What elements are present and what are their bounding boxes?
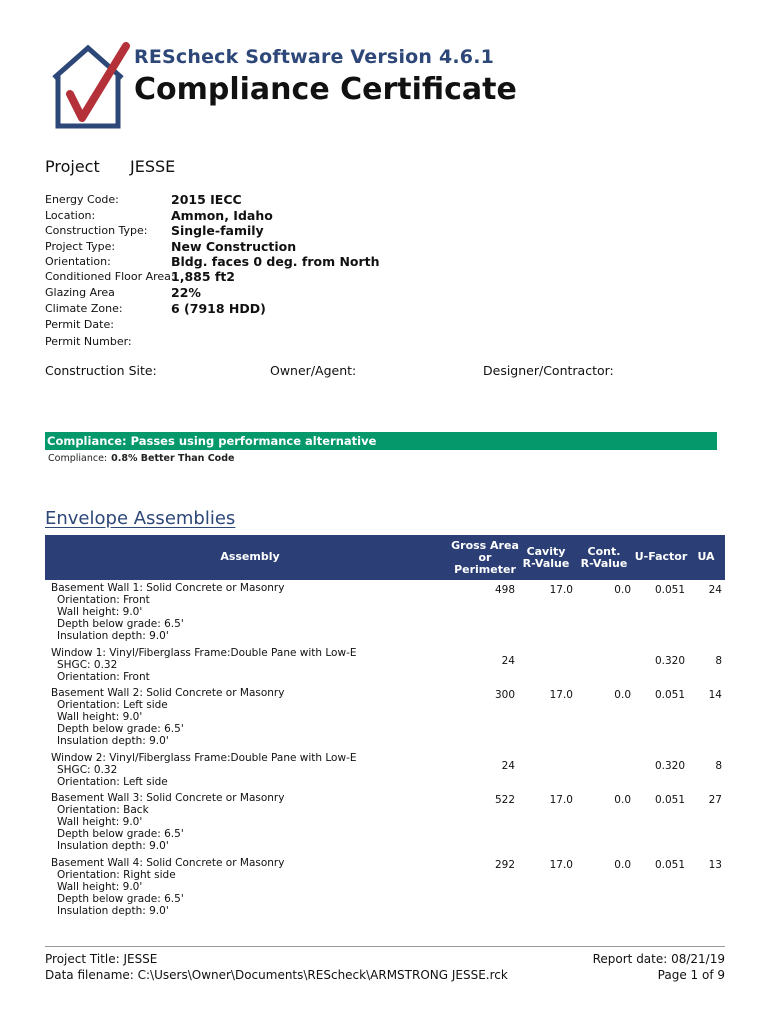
- table-row: [45, 752, 725, 793]
- project-label: Project: [45, 157, 100, 176]
- assembly-detail: Depth below grade: 6.5': [57, 723, 184, 735]
- envelope-table-header: [45, 535, 725, 580]
- cell-cavity-r: 17.0: [549, 689, 573, 701]
- software-version-title: REScheck Software Version 4.6.1: [134, 46, 495, 68]
- detail-key: Climate Zone:: [45, 302, 123, 315]
- compliance-banner: Compliance: Passes using performance alternative: [45, 432, 717, 450]
- detail-key: Location:: [45, 209, 96, 222]
- assembly-detail: Depth below grade: 6.5': [57, 828, 184, 840]
- assembly-name: Basement Wall 1: Solid Concrete or Masonry: [51, 582, 285, 594]
- assembly-name: Basement Wall 2: Solid Concrete or Masonry: [51, 687, 285, 699]
- table-row: [45, 582, 725, 647]
- rescheck-logo-icon: [48, 40, 130, 130]
- assembly-name: Window 1: Vinyl/Fiberglass Frame:Double Pane with Low-E: [51, 646, 357, 659]
- cell-u-factor: 0.320: [654, 654, 685, 667]
- assembly-detail: Insulation depth: 9.0': [57, 840, 169, 852]
- detail-value: 1,885 ft2: [171, 269, 236, 284]
- col-ua: UA: [697, 550, 715, 563]
- detail-value: Single-family: [171, 223, 264, 238]
- detail-row: [45, 286, 725, 302]
- compliance-summary: [48, 453, 234, 464]
- detail-row: [45, 255, 725, 271]
- cell-gross-area: 24: [501, 654, 515, 667]
- assembly-detail: Insulation depth: 9.0': [57, 630, 169, 642]
- compliance-value: 0.8% Better Than Code: [111, 453, 235, 464]
- table-row: [45, 792, 725, 857]
- detail-row: [45, 318, 725, 334]
- footer-data-filename: Data filename: C:\Users\Owner\Documents\REScheck\ARMSTRONG JESSE.rck: [45, 968, 508, 982]
- cell-gross-area: 522: [494, 794, 515, 806]
- cell-cavity-r: 17.0: [549, 584, 573, 596]
- cell-cont-r: 0.0: [614, 584, 631, 596]
- assembly-detail: Orientation: Left side: [57, 699, 168, 711]
- detail-row: [45, 335, 725, 351]
- table-row: [45, 647, 725, 688]
- cell-ua: 13: [708, 858, 722, 871]
- assembly-detail: Orientation: Front: [57, 594, 150, 606]
- assembly-detail: Insulation depth: 9.0': [57, 735, 169, 747]
- col-cavity-r: Cavity R-Value: [522, 545, 570, 570]
- cell-u-factor: 0.051: [654, 794, 685, 806]
- col-gross-area: Gross Area or Perimeter: [451, 539, 519, 576]
- detail-row: [45, 270, 725, 286]
- detail-key: Energy Code:: [45, 193, 119, 206]
- col-u-factor: U-Factor: [634, 550, 688, 563]
- cell-cavity-r: 17.0: [549, 794, 573, 806]
- assembly-detail: SHGC: 0.32: [57, 658, 118, 671]
- detail-row: [45, 193, 725, 209]
- detail-key: Conditioned Floor Area:: [45, 270, 175, 283]
- cell-ua: 8: [715, 654, 722, 667]
- detail-row: [45, 209, 725, 225]
- assembly-detail: Depth below grade: 6.5': [57, 618, 184, 630]
- assembly-name: Window 2: Vinyl/Fiberglass Frame:Double Pane with Low-E: [51, 751, 357, 764]
- envelope-section-title: Envelope Assemblies: [45, 508, 236, 529]
- assembly-detail: Depth below grade: 6.5': [57, 892, 184, 905]
- assembly-detail: Orientation: Back: [57, 804, 149, 816]
- cell-u-factor: 0.051: [654, 584, 685, 596]
- cell-ua: 27: [708, 794, 722, 806]
- owner-agent-label: Owner/Agent:: [270, 363, 357, 378]
- cell-cont-r: 0.0: [614, 689, 631, 701]
- footer-page-number: Page 1 of 9: [657, 968, 725, 982]
- cell-gross-area: 300: [494, 689, 515, 701]
- col-assembly: Assembly: [220, 550, 280, 563]
- detail-value: Bldg. faces 0 deg. from North: [171, 254, 380, 269]
- detail-value: 22%: [171, 285, 201, 300]
- compliance-label: Compliance:: [48, 453, 108, 464]
- cell-ua: 24: [708, 584, 722, 596]
- page-title: Compliance Certificate: [134, 72, 517, 107]
- assembly-detail: Wall height: 9.0': [57, 880, 143, 893]
- assembly-detail: Wall height: 9.0': [57, 606, 143, 618]
- detail-value: 6 (7918 HDD): [171, 301, 266, 316]
- detail-key: Project Type:: [45, 240, 116, 253]
- footer-project-title: Project Title: JESSE: [45, 952, 158, 966]
- detail-value: 2015 IECC: [171, 192, 242, 207]
- detail-key: Permit Date:: [45, 318, 114, 331]
- cell-u-factor: 0.051: [654, 689, 685, 701]
- cell-gross-area: 498: [494, 584, 515, 596]
- assembly-detail: Insulation depth: 9.0': [57, 904, 169, 917]
- assembly-detail: Orientation: Left side: [57, 775, 168, 788]
- detail-value: New Construction: [171, 239, 297, 254]
- cell-ua: 8: [715, 759, 722, 772]
- detail-row: [45, 224, 725, 240]
- detail-key: Permit Number:: [45, 335, 132, 348]
- detail-key: Glazing Area: [45, 286, 115, 299]
- project-name: JESSE: [130, 157, 176, 176]
- assembly-name: Basement Wall 3: Solid Concrete or Masonry: [51, 792, 285, 804]
- cell-gross-area: 24: [501, 759, 515, 772]
- assembly-detail: Orientation: Right side: [57, 868, 176, 881]
- cell-cont-r: 0.0: [614, 858, 631, 871]
- cell-u-factor: 0.320: [654, 759, 685, 772]
- assembly-detail: SHGC: 0.32: [57, 763, 118, 776]
- detail-row: [45, 302, 725, 318]
- detail-key: Orientation:: [45, 255, 111, 268]
- assembly-detail: Wall height: 9.0': [57, 711, 143, 723]
- footer-report-date: Report date: 08/21/19: [592, 952, 725, 966]
- assembly-detail: Wall height: 9.0': [57, 816, 143, 828]
- detail-row: [45, 240, 725, 256]
- designer-contractor-label: Designer/Contractor:: [483, 363, 614, 378]
- assembly-name: Basement Wall 4: Solid Concrete or Masonry: [51, 856, 285, 869]
- assembly-detail: Orientation: Front: [57, 670, 150, 683]
- table-row: [45, 687, 725, 752]
- detail-value: Ammon, Idaho: [171, 208, 273, 223]
- cell-gross-area: 292: [494, 858, 515, 871]
- cell-u-factor: 0.051: [654, 858, 685, 871]
- detail-key: Construction Type:: [45, 224, 148, 237]
- construction-site-label: Construction Site:: [45, 363, 157, 378]
- footer-divider: [45, 946, 725, 947]
- col-cont-r: Cont. R-Value: [580, 545, 628, 570]
- envelope-table-body: [45, 582, 725, 921]
- cell-cont-r: 0.0: [614, 794, 631, 806]
- table-row: [45, 857, 725, 922]
- cell-cavity-r: 17.0: [549, 858, 573, 871]
- cell-ua: 14: [708, 689, 722, 701]
